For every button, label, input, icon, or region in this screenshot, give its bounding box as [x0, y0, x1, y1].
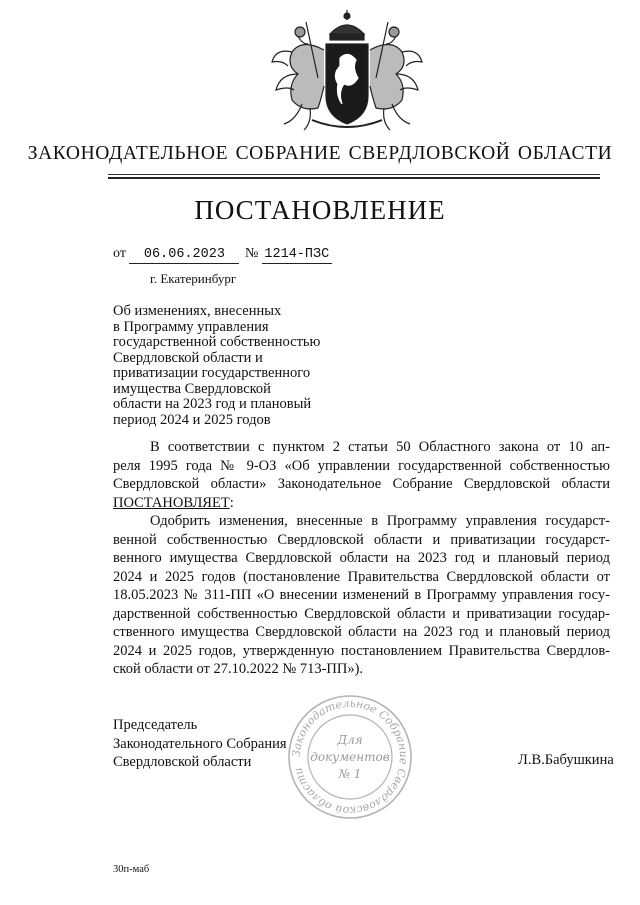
resolution-paragraph	[113, 512, 610, 679]
paragraph-line: венного имущества Свердловской области на 2023 год и плановый период	[113, 550, 610, 566]
subject-line: период 2024 и 2025 годов	[113, 411, 271, 428]
paragraph-line: Одобрить изменения, внесенные в Программу управления государст-	[150, 513, 610, 529]
organization-name: ЗАКОНОДАТЕЛЬНОЕ СОБРАНИЕ СВЕРДЛОВСКОЙ ОБЛАСТИ	[27, 143, 613, 164]
document-title: ПОСТАНОВЛЕНИЕ	[194, 195, 446, 225]
subject-line: Свердловской области и	[113, 349, 263, 366]
document-number: 1214-ПЗС	[262, 247, 332, 264]
seal-center-line: документов	[310, 750, 390, 764]
header-divider-thick	[108, 177, 600, 179]
signatory-name: Л.В.Бабушкина	[518, 752, 614, 768]
paragraph-line: венной собственностью Свердловской области и приватизации государст-	[113, 531, 610, 548]
paragraph-line: 2024 и 2025 годов (постановление Правительства Свердловской области от	[113, 568, 610, 585]
paragraph-line: Свердловской области» Законодательное Собрание Свердловской области	[113, 476, 610, 492]
subject-line: приватизации государственного	[113, 365, 311, 381]
subject-line: в Программу управления	[113, 318, 269, 335]
seal-ring-text: Законодательное Собрание Свердловской области	[289, 696, 411, 818]
decree-word: ПОСТАНОВЛЯЕТ	[113, 494, 230, 511]
subject-line: государственной собственностью	[113, 334, 321, 350]
paragraph-line: В соответствии с пунктом 2 статьи 50 Областного закона от 10 ап-	[150, 439, 610, 455]
paragraph-line: 2024 и 2025 годов, утвержденную постановлением Правительства Свердлов-	[113, 642, 610, 659]
paragraph-line: ственного имущества Свердловской области на 2023 год и плановый период	[113, 624, 610, 640]
position-line: Председатель	[113, 717, 198, 733]
paragraph-line: 18.05.2023 № 311-ПП «О внесении изменений в Программу управления госу-	[113, 587, 610, 603]
date-from-label: от	[113, 246, 126, 261]
seal-center-line: № 1	[338, 767, 362, 781]
official-seal-stamp	[287, 694, 413, 820]
header-divider-thin	[108, 174, 600, 175]
number-label: №	[244, 246, 259, 261]
decree-line	[113, 494, 610, 513]
city: г. Екатеринбург	[150, 271, 237, 286]
position-line: Свердловской области	[113, 754, 252, 770]
date-number-line	[113, 246, 332, 264]
subject-line: Об изменениях, внесенных	[113, 303, 282, 319]
paragraph-line: ской области от 27.10.2022 № 713-ПП»).	[113, 661, 364, 677]
signatory-position	[113, 716, 287, 772]
subject-line: области на 2023 год и плановый	[113, 396, 312, 412]
coat-of-arms-emblem	[262, 8, 432, 136]
preamble-paragraph	[113, 438, 610, 512]
subject-line: имущества Свердловской	[113, 380, 271, 397]
paragraph-line: дарственной собственностью Свердловской области и приватизации государ-	[113, 605, 610, 622]
document-footer-code: 30п-маб	[113, 864, 150, 875]
seal-center-line: Для	[337, 733, 363, 747]
position-line: Законодательного Собрания	[113, 735, 287, 752]
document-date: 06.06.2023	[129, 247, 239, 264]
decree-colon: :	[229, 494, 234, 511]
document-subject	[113, 304, 320, 428]
paragraph-line: реля 1995 года № 9-ОЗ «Об управлении государственной собственностью	[113, 457, 610, 474]
